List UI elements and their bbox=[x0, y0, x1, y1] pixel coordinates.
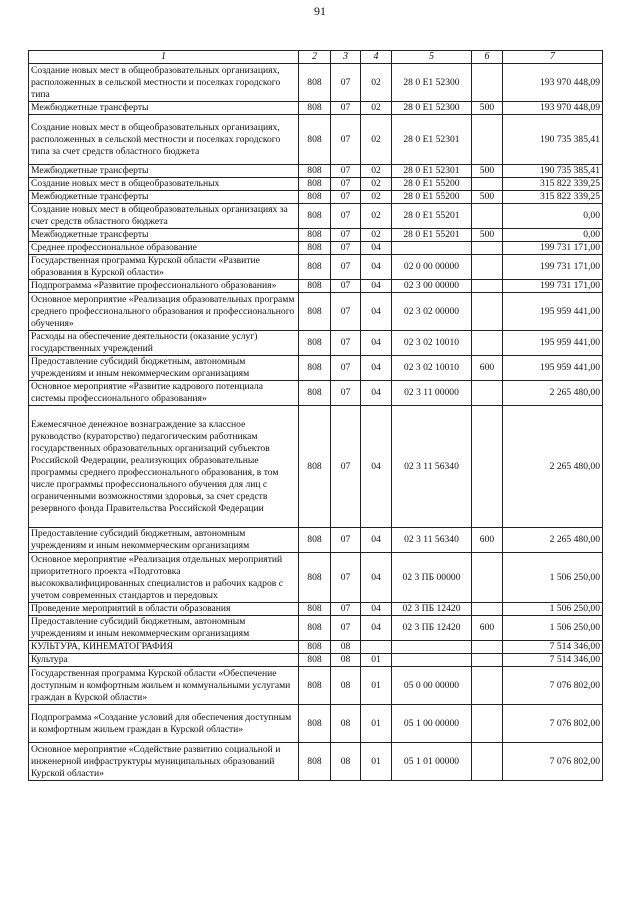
section-code-cell: 08 bbox=[331, 743, 361, 781]
target-code-cell: 05 1 00 00000 bbox=[392, 705, 472, 743]
amount-cell: 2 265 480,00 bbox=[503, 406, 603, 528]
ministry-code-cell: 808 bbox=[299, 165, 331, 178]
ministry-code-cell: 808 bbox=[299, 705, 331, 743]
target-code-cell: 28 0 E1 55200 bbox=[392, 178, 472, 191]
section-code-cell: 07 bbox=[331, 255, 361, 280]
expense-type-cell bbox=[472, 255, 503, 280]
expense-type-cell bbox=[472, 204, 503, 229]
row-name-cell: Ежемесячное денежное вознаграждение за классное руководство (кураторство) педагогическим работникам государственных образовательных организаций субъектов Российской Федерации, реализующих образовательные программы среднего профессионального образования, в том числе программы профессионального обучения для лиц с ограниченными возможностями здоровья, за счет средств резервного фонда Правительства Российской Федерации bbox=[29, 406, 299, 528]
table-row bbox=[29, 165, 603, 178]
target-code-cell bbox=[392, 641, 472, 654]
section-code-cell: 07 bbox=[331, 381, 361, 406]
table-row bbox=[29, 406, 603, 528]
ministry-code-cell: 808 bbox=[299, 616, 331, 641]
amount-cell: 2 265 480,00 bbox=[503, 381, 603, 406]
ministry-code-cell: 808 bbox=[299, 255, 331, 280]
subsection-code-cell: 04 bbox=[361, 381, 392, 406]
row-name-cell: Создание новых мест в общеобразовательных организациях за счет средств областного бюджета bbox=[29, 204, 299, 229]
amount-cell: 7 076 802,00 bbox=[503, 743, 603, 781]
amount-cell: 193 970 448,09 bbox=[503, 102, 603, 115]
subsection-code-cell: 04 bbox=[361, 603, 392, 616]
expense-type-cell bbox=[472, 242, 503, 255]
row-name-cell: Расходы на обеспечение деятельности (оказание услуг) государственных учреждений bbox=[29, 331, 299, 356]
table-row bbox=[29, 255, 603, 280]
subsection-code-cell: 01 bbox=[361, 667, 392, 705]
amount-cell: 193 970 448,09 bbox=[503, 64, 603, 102]
table-row bbox=[29, 553, 603, 603]
subsection-code-cell: 04 bbox=[361, 331, 392, 356]
expense-type-cell bbox=[472, 64, 503, 102]
expense-type-cell bbox=[472, 705, 503, 743]
section-code-cell: 07 bbox=[331, 165, 361, 178]
section-code-cell: 07 bbox=[331, 356, 361, 381]
ministry-code-cell: 808 bbox=[299, 204, 331, 229]
header-cell: 7 bbox=[503, 51, 603, 64]
amount-cell: 0,00 bbox=[503, 204, 603, 229]
header-cell: 6 bbox=[472, 51, 503, 64]
ministry-code-cell: 808 bbox=[299, 641, 331, 654]
section-code-cell: 07 bbox=[331, 280, 361, 293]
ministry-code-cell: 808 bbox=[299, 178, 331, 191]
target-code-cell bbox=[392, 242, 472, 255]
table-row bbox=[29, 705, 603, 743]
subsection-code-cell: 02 bbox=[361, 178, 392, 191]
target-code-cell: 02 3 11 00000 bbox=[392, 381, 472, 406]
subsection-code-cell: 04 bbox=[361, 616, 392, 641]
page-number: 91 bbox=[314, 4, 326, 18]
amount-cell: 1 506 250,00 bbox=[503, 553, 603, 603]
subsection-code-cell: 02 bbox=[361, 191, 392, 204]
section-code-cell: 07 bbox=[331, 242, 361, 255]
section-code-cell: 07 bbox=[331, 64, 361, 102]
amount-cell: 195 959 441,00 bbox=[503, 293, 603, 331]
subsection-code-cell: 02 bbox=[361, 64, 392, 102]
section-code-cell: 07 bbox=[331, 553, 361, 603]
expense-type-cell: 500 bbox=[472, 102, 503, 115]
section-code-cell: 08 bbox=[331, 654, 361, 667]
amount-cell: 199 731 171,00 bbox=[503, 255, 603, 280]
ministry-code-cell: 808 bbox=[299, 528, 331, 553]
target-code-cell: 02 3 00 00000 bbox=[392, 280, 472, 293]
amount-cell: 195 959 441,00 bbox=[503, 356, 603, 381]
target-code-cell: 28 0 E1 52300 bbox=[392, 64, 472, 102]
row-name-cell: Межбюджетные трансферты bbox=[29, 191, 299, 204]
row-name-cell: Межбюджетные трансферты bbox=[29, 229, 299, 242]
section-code-cell: 07 bbox=[331, 178, 361, 191]
amount-cell: 190 735 385,41 bbox=[503, 165, 603, 178]
expense-type-cell bbox=[472, 280, 503, 293]
target-code-cell: 02 3 ПБ 00000 bbox=[392, 553, 472, 603]
amount-cell: 7 514 346,00 bbox=[503, 654, 603, 667]
expense-type-cell bbox=[472, 381, 503, 406]
header-cell: 2 bbox=[299, 51, 331, 64]
amount-cell: 1 506 250,00 bbox=[503, 603, 603, 616]
target-code-cell: 02 3 02 00000 bbox=[392, 293, 472, 331]
subsection-code-cell: 04 bbox=[361, 255, 392, 280]
target-code-cell: 28 0 E1 52300 bbox=[392, 102, 472, 115]
target-code-cell: 28 0 E1 55201 bbox=[392, 229, 472, 242]
expense-type-cell: 600 bbox=[472, 528, 503, 553]
row-name-cell: Создание новых мест в общеобразовательных bbox=[29, 178, 299, 191]
ministry-code-cell: 808 bbox=[299, 242, 331, 255]
amount-cell: 190 735 385,41 bbox=[503, 115, 603, 165]
expense-type-cell: 500 bbox=[472, 165, 503, 178]
table-row bbox=[29, 603, 603, 616]
section-code-cell: 07 bbox=[331, 528, 361, 553]
header-cell: 3 bbox=[331, 51, 361, 64]
subsection-code-cell: 04 bbox=[361, 242, 392, 255]
expense-type-cell bbox=[472, 115, 503, 165]
subsection-code-cell: 01 bbox=[361, 654, 392, 667]
ministry-code-cell: 808 bbox=[299, 229, 331, 242]
subsection-code-cell: 02 bbox=[361, 204, 392, 229]
budget-table bbox=[28, 50, 603, 781]
subsection-code-cell: 04 bbox=[361, 528, 392, 553]
subsection-code-cell: 02 bbox=[361, 165, 392, 178]
subsection-code-cell: 02 bbox=[361, 102, 392, 115]
target-code-cell: 02 3 11 56340 bbox=[392, 406, 472, 528]
expense-type-cell: 500 bbox=[472, 191, 503, 204]
expense-type-cell bbox=[472, 641, 503, 654]
target-code-cell: 02 3 ПБ 12420 bbox=[392, 603, 472, 616]
amount-cell: 315 822 339,25 bbox=[503, 191, 603, 204]
table-row bbox=[29, 64, 603, 102]
subsection-code-cell: 01 bbox=[361, 705, 392, 743]
row-name-cell: Создание новых мест в общеобразовательных организациях, расположенных в сельской местности и поселках городского типа bbox=[29, 64, 299, 102]
target-code-cell: 02 3 11 56340 bbox=[392, 528, 472, 553]
amount-cell: 199 731 171,00 bbox=[503, 242, 603, 255]
expense-type-cell: 600 bbox=[472, 616, 503, 641]
row-name-cell: Основное мероприятие «Реализация отдельных мероприятий приоритетного проекта «Подготовка высококвалифицированных специалистов и рабочих кадров с учетом современных стандартов и передовых bbox=[29, 553, 299, 603]
amount-cell: 7 076 802,00 bbox=[503, 705, 603, 743]
table-row bbox=[29, 331, 603, 356]
ministry-code-cell: 808 bbox=[299, 64, 331, 102]
table-row bbox=[29, 616, 603, 641]
subsection-code-cell: 04 bbox=[361, 356, 392, 381]
amount-cell: 195 959 441,00 bbox=[503, 331, 603, 356]
row-name-cell: Среднее профессиональное образование bbox=[29, 242, 299, 255]
ministry-code-cell: 808 bbox=[299, 743, 331, 781]
amount-cell: 1 506 250,00 bbox=[503, 616, 603, 641]
subsection-code-cell: 02 bbox=[361, 115, 392, 165]
target-code-cell: 05 0 00 00000 bbox=[392, 667, 472, 705]
target-code-cell: 02 3 02 10010 bbox=[392, 331, 472, 356]
expense-type-cell bbox=[472, 603, 503, 616]
subsection-code-cell: 04 bbox=[361, 280, 392, 293]
row-name-cell: Предоставление субсидий бюджетным, автономным учреждениям и иным некоммерческим организациям bbox=[29, 528, 299, 553]
row-name-cell: Подпрограмма «Создание условий для обеспечения доступным и комфортным жильем граждан в Курской области» bbox=[29, 705, 299, 743]
header-cell: 4 bbox=[361, 51, 392, 64]
table-row bbox=[29, 280, 603, 293]
expense-type-cell bbox=[472, 178, 503, 191]
subsection-code-cell: 04 bbox=[361, 406, 392, 528]
row-name-cell: Государственная программа Курской области «Обеспечение доступным и комфортным жильем и коммунальными услугами граждан в Курской области» bbox=[29, 667, 299, 705]
expense-type-cell bbox=[472, 654, 503, 667]
section-code-cell: 07 bbox=[331, 191, 361, 204]
amount-cell: 7 076 802,00 bbox=[503, 667, 603, 705]
row-name-cell: КУЛЬТУРА, КИНЕМАТОГРАФИЯ bbox=[29, 641, 299, 654]
row-name-cell: Межбюджетные трансферты bbox=[29, 165, 299, 178]
expense-type-cell bbox=[472, 743, 503, 781]
section-code-cell: 07 bbox=[331, 616, 361, 641]
target-code-cell: 28 0 E1 55201 bbox=[392, 204, 472, 229]
table-row bbox=[29, 667, 603, 705]
target-code-cell: 02 3 02 10010 bbox=[392, 356, 472, 381]
section-code-cell: 07 bbox=[331, 102, 361, 115]
section-code-cell: 07 bbox=[331, 406, 361, 528]
row-name-cell: Культура bbox=[29, 654, 299, 667]
table-row bbox=[29, 115, 603, 165]
table-row bbox=[29, 242, 603, 255]
target-code-cell: 28 0 E1 55200 bbox=[392, 191, 472, 204]
row-name-cell: Предоставление субсидий бюджетным, автономным учреждениям и иным некоммерческим организациям bbox=[29, 616, 299, 641]
table-row bbox=[29, 381, 603, 406]
table-row bbox=[29, 743, 603, 781]
ministry-code-cell: 808 bbox=[299, 356, 331, 381]
amount-cell: 315 822 339,25 bbox=[503, 178, 603, 191]
table-row bbox=[29, 654, 603, 667]
table-header-row bbox=[29, 51, 603, 64]
section-code-cell: 08 bbox=[331, 705, 361, 743]
table-row bbox=[29, 102, 603, 115]
ministry-code-cell: 808 bbox=[299, 381, 331, 406]
subsection-code-cell: 04 bbox=[361, 553, 392, 603]
section-code-cell: 07 bbox=[331, 229, 361, 242]
section-code-cell: 08 bbox=[331, 667, 361, 705]
table-row bbox=[29, 191, 603, 204]
target-code-cell bbox=[392, 654, 472, 667]
table-row bbox=[29, 356, 603, 381]
subsection-code-cell bbox=[361, 641, 392, 654]
table-row bbox=[29, 528, 603, 553]
row-name-cell: Основное мероприятие «Реализация образовательных программ среднего профессионального образования и профессионального обучения» bbox=[29, 293, 299, 331]
amount-cell: 0,00 bbox=[503, 229, 603, 242]
ministry-code-cell: 808 bbox=[299, 553, 331, 603]
target-code-cell: 02 0 00 00000 bbox=[392, 255, 472, 280]
expense-type-cell bbox=[472, 331, 503, 356]
section-code-cell: 07 bbox=[331, 331, 361, 356]
row-name-cell: Создание новых мест в общеобразовательных организациях, расположенных в сельской местности и поселках городского типа за счет средств областного бюджета bbox=[29, 115, 299, 165]
section-code-cell: 07 bbox=[331, 293, 361, 331]
expense-type-cell bbox=[472, 293, 503, 331]
row-name-cell: Основное мероприятие «Содействие развитию социальной и инженерной инфраструктуры муниципальных образований Курской области» bbox=[29, 743, 299, 781]
target-code-cell: 02 3 ПБ 12420 bbox=[392, 616, 472, 641]
ministry-code-cell: 808 bbox=[299, 191, 331, 204]
expense-type-cell bbox=[472, 553, 503, 603]
row-name-cell: Подпрограмма «Развитие профессионального образования» bbox=[29, 280, 299, 293]
subsection-code-cell: 04 bbox=[361, 293, 392, 331]
table-row bbox=[29, 229, 603, 242]
row-name-cell: Основное мероприятие «Развитие кадрового потенциала системы профессионального образования» bbox=[29, 381, 299, 406]
table-row bbox=[29, 641, 603, 654]
amount-cell: 7 514 346,00 bbox=[503, 641, 603, 654]
amount-cell: 2 265 480,00 bbox=[503, 528, 603, 553]
expense-type-cell bbox=[472, 667, 503, 705]
ministry-code-cell: 808 bbox=[299, 280, 331, 293]
table-row bbox=[29, 178, 603, 191]
header-cell: 5 bbox=[392, 51, 472, 64]
section-code-cell: 07 bbox=[331, 603, 361, 616]
ministry-code-cell: 808 bbox=[299, 102, 331, 115]
expense-type-cell: 600 bbox=[472, 356, 503, 381]
header-cell: 1 bbox=[29, 51, 299, 64]
row-name-cell: Межбюджетные трансферты bbox=[29, 102, 299, 115]
expense-type-cell bbox=[472, 406, 503, 528]
subsection-code-cell: 02 bbox=[361, 229, 392, 242]
ministry-code-cell: 808 bbox=[299, 406, 331, 528]
ministry-code-cell: 808 bbox=[299, 331, 331, 356]
table-row bbox=[29, 204, 603, 229]
ministry-code-cell: 808 bbox=[299, 115, 331, 165]
row-name-cell: Государственная программа Курской области «Развитие образования в Курской области» bbox=[29, 255, 299, 280]
subsection-code-cell: 01 bbox=[361, 743, 392, 781]
row-name-cell: Предоставление субсидий бюджетным, автономным учреждениям и иным некоммерческим организациям bbox=[29, 356, 299, 381]
target-code-cell: 28 0 E1 52301 bbox=[392, 165, 472, 178]
target-code-cell: 28 0 E1 52301 bbox=[392, 115, 472, 165]
section-code-cell: 07 bbox=[331, 204, 361, 229]
target-code-cell: 05 1 01 00000 bbox=[392, 743, 472, 781]
section-code-cell: 07 bbox=[331, 115, 361, 165]
ministry-code-cell: 808 bbox=[299, 667, 331, 705]
ministry-code-cell: 808 bbox=[299, 654, 331, 667]
expense-type-cell: 500 bbox=[472, 229, 503, 242]
ministry-code-cell: 808 bbox=[299, 603, 331, 616]
section-code-cell: 08 bbox=[331, 641, 361, 654]
row-name-cell: Проведение мероприятий в области образования bbox=[29, 603, 299, 616]
amount-cell: 199 731 171,00 bbox=[503, 280, 603, 293]
table-row bbox=[29, 293, 603, 331]
ministry-code-cell: 808 bbox=[299, 293, 331, 331]
